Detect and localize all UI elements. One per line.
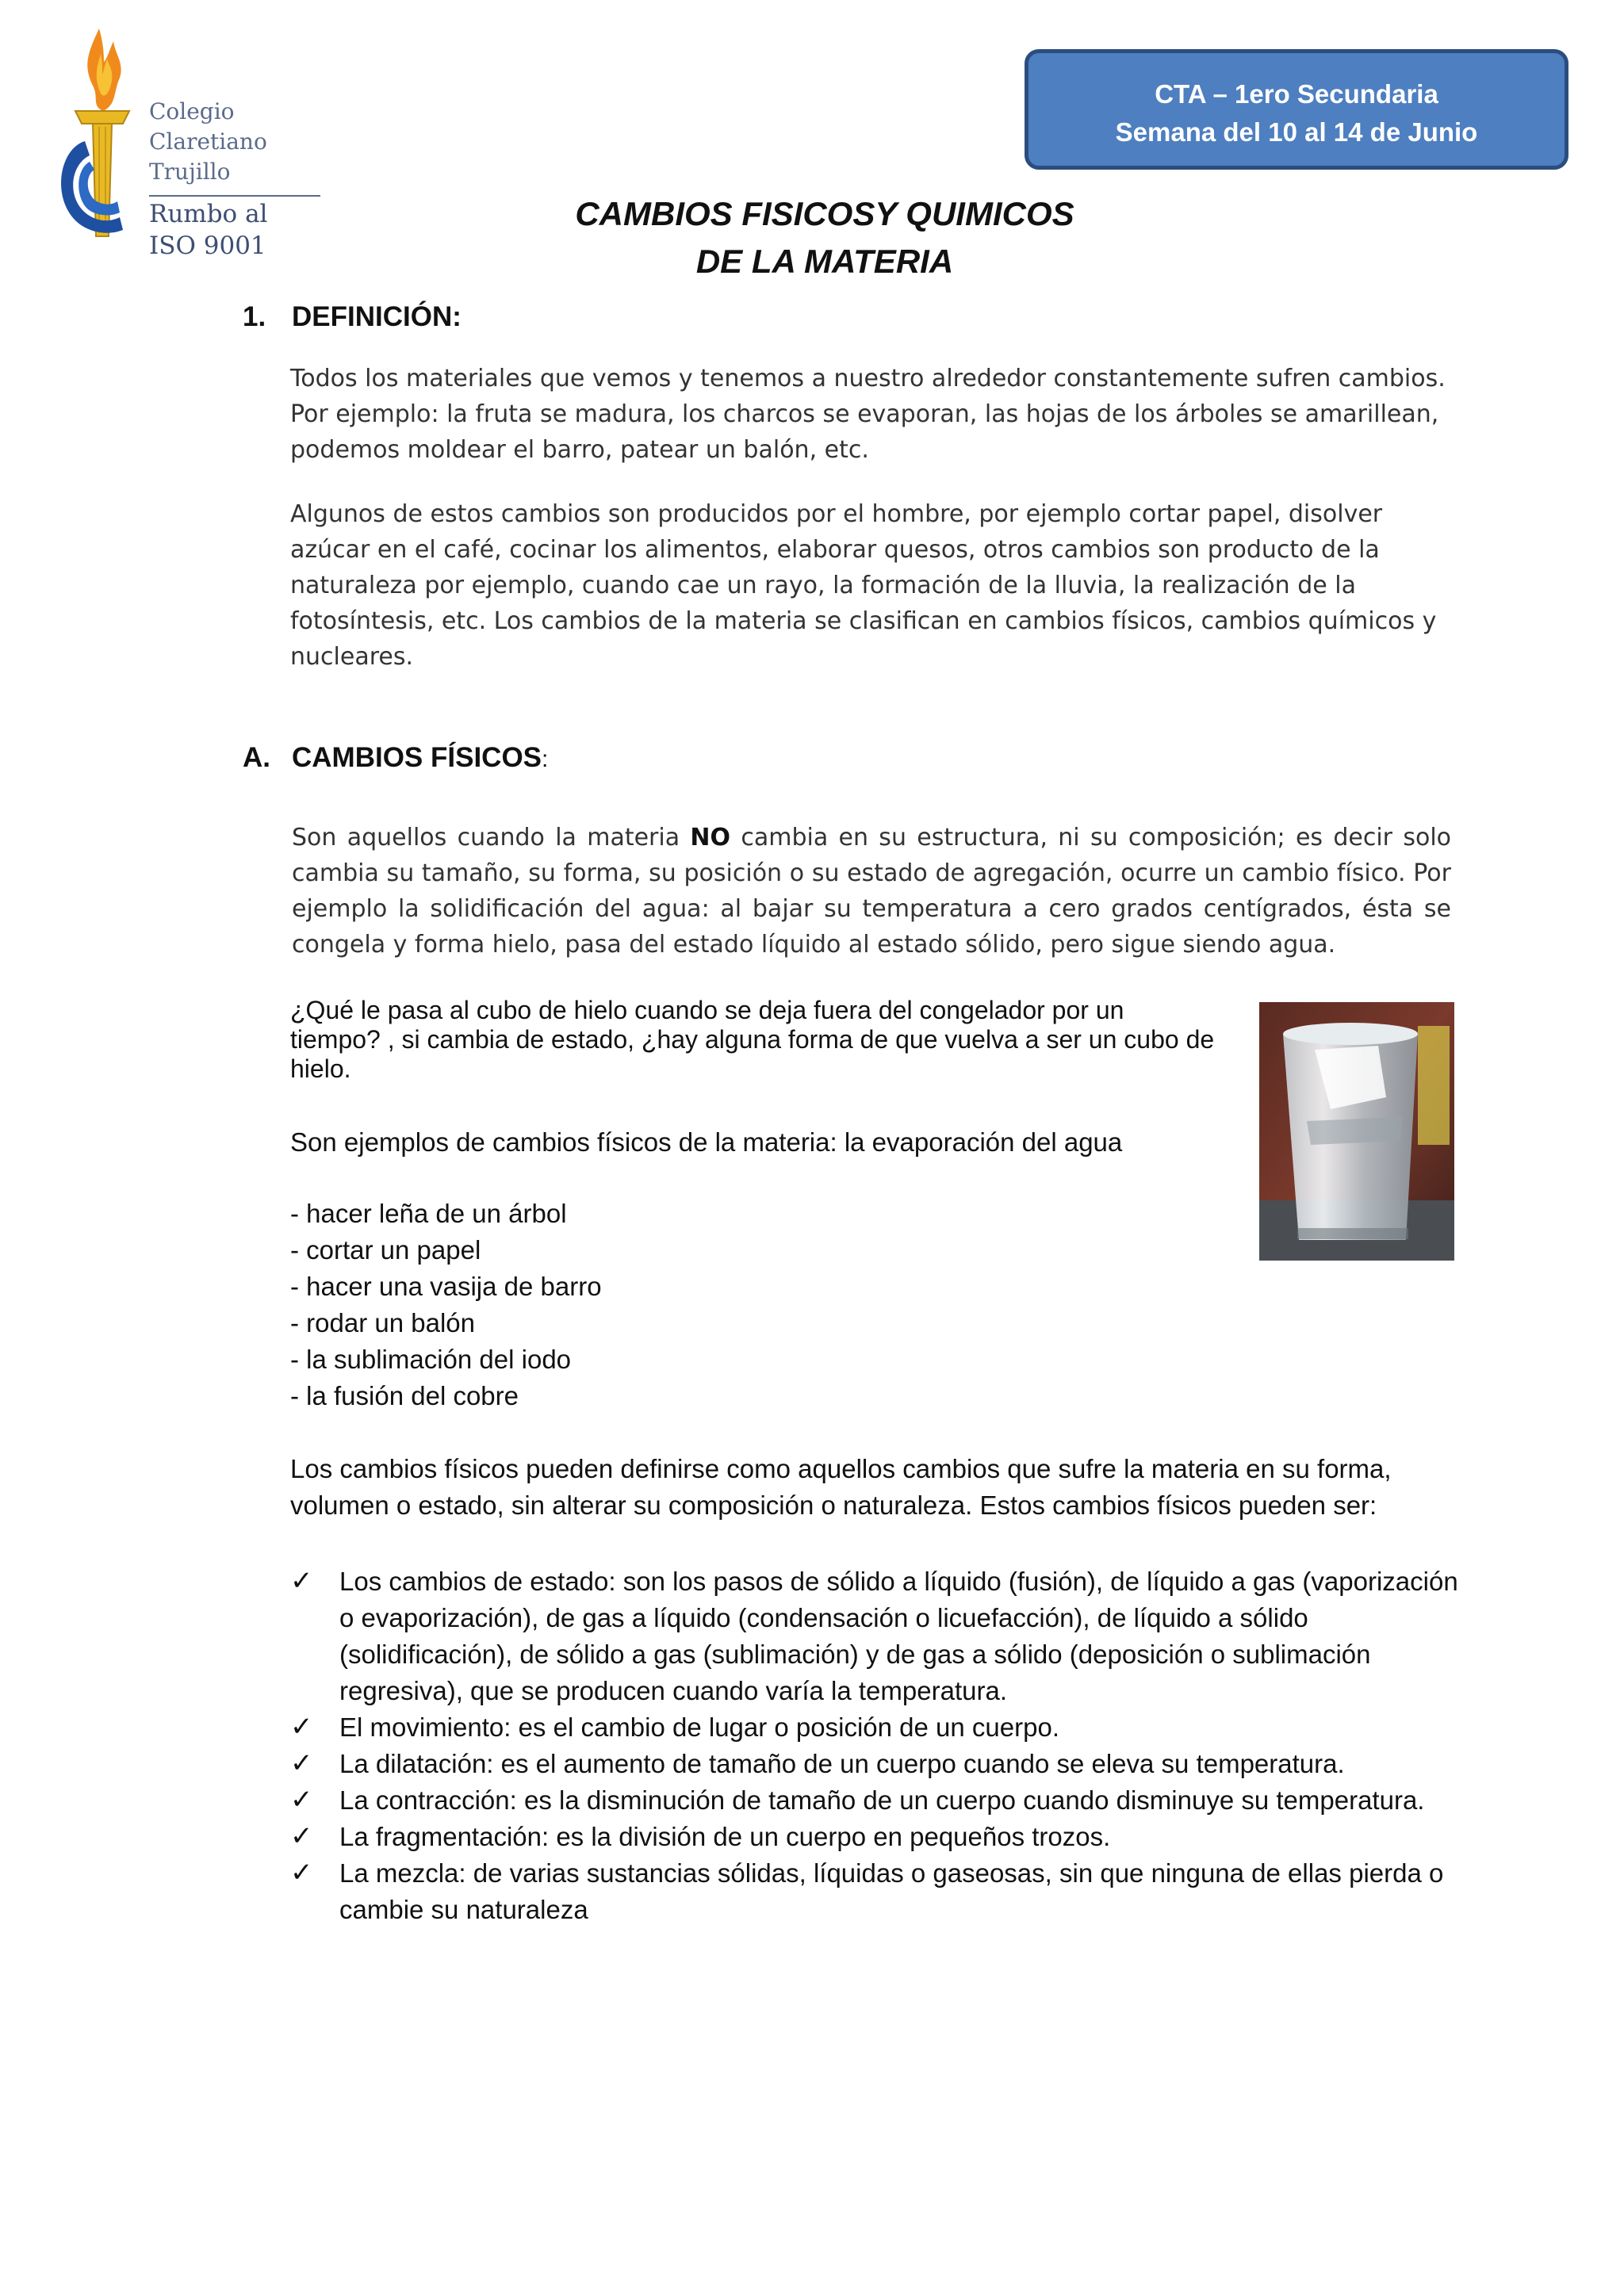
check-item-text: La mezcla: de varias sustancias sólidas, líquidas o gaseosas, sin que ninguna de ellas pierda o cambie su naturaleza	[339, 1858, 1444, 1924]
logo-line-trujillo: Trujillo	[149, 159, 231, 185]
section-heading-cambios-fisicos	[243, 742, 548, 774]
physical-change-paragraph	[292, 820, 1451, 962]
definition-paragraph-2: Algunos de estos cambios son producidos por el hombre, por ejemplo cortar papel, disolver azúcar en el café, cocinar los alimentos, elaborar quesos, otros cambios son producto de la naturaleza por ejemplo, cuando cae un rayo, la formación de la lluvia, la realización de la fotosíntesis, etc. Los cambios de la materia se clasifican en cambios físicos, cambios químicos y nucleares.	[290, 500, 1437, 671]
list-item: - rodar un balón	[290, 1308, 475, 1337]
section-heading-text: CAMBIOS FÍSICOS	[292, 742, 542, 773]
check-item-text: El movimiento: es el cambio de lugar o posición de un cuerpo.	[339, 1712, 1059, 1742]
ice-cube-question: ¿Qué le pasa al cubo de hielo cuando se deja fuera del congelador por un tiempo? , si cambia de estado, ¿hay alguna forma de que vuelva a ser un cubo de hielo.	[290, 996, 1215, 1083]
check-item	[290, 1709, 1464, 1746]
list-item: - la fusión del cobre	[290, 1381, 519, 1410]
course-name: CTA – 1ero Secundaria	[1155, 79, 1438, 109]
paragraph-text-start: Son aquellos cuando la materia	[292, 824, 691, 851]
week-range: Semana del 10 al 14 de Junio	[1115, 117, 1478, 147]
check-item	[290, 1819, 1464, 1855]
checkmark-icon: ✓	[290, 1712, 313, 1742]
paragraph-text-end: cambia en su estructura, ni su composición; es decir solo cambia su tamaño, su forma, su posición o su estado de agregación, ocurre un cambio físico. Por ejemplo la solidificación del agua: al bajar su temperatura a cero grados centígrados, ésta se congela y forma hielo, pasa del estado líquido al estado sólido, pero sigue siendo agua.	[292, 824, 1452, 959]
checkmark-icon: ✓	[290, 1566, 313, 1596]
emphasis-no: NO	[690, 824, 731, 851]
check-item	[290, 1563, 1464, 1709]
heading-colon: :	[542, 746, 549, 772]
physical-change-definition: Los cambios físicos pueden definirse como aquellos cambios que sufre la materia en su forma, volumen o estado, sin alterar su composición o naturaleza. Estos cambios físicos pueden ser:	[290, 1454, 1392, 1520]
logo-divider	[149, 195, 320, 197]
check-item-text: Los cambios de estado: son los pasos de sólido a líquido (fusión), de líquido a gas (vaporización o evaporización), de gas a líquido (condensación o licuefacción), de líquido a sólido (solidificación), de sólido a gas (sublimación) y de gas a sólido (deposición o sublimación regresiva), que se producen cuando varía la temperatura.	[339, 1567, 1458, 1705]
logo-line-colegio: Colegio	[149, 98, 235, 124]
checkmark-icon: ✓	[290, 1858, 313, 1888]
title-line-1: CAMBIOS FISICOSY QUIMICOS	[575, 195, 1074, 232]
section-heading-definicion	[243, 301, 462, 333]
physical-change-checklist	[290, 1563, 1464, 1928]
list-item: - hacer una vasija de barro	[290, 1272, 602, 1301]
checkmark-icon: ✓	[290, 1748, 313, 1778]
check-item	[290, 1746, 1464, 1782]
section-letter: A.	[243, 742, 270, 773]
list-item: - la sublimación del iodo	[290, 1345, 572, 1374]
definition-paragraph-1: Todos los materiales que vemos y tenemos a nuestro alrededor constantemente sufren cambios. Por ejemplo: la fruta se madura, los charcos se evaporan, las hojas de los árboles se amarillean, podemos moldear el barro, patear un balón, etc.	[290, 365, 1446, 464]
section-number: 1.	[243, 301, 266, 332]
check-item-text: La dilatación: es el aumento de tamaño de un cuerpo cuando se eleva su temperatura.	[339, 1749, 1345, 1778]
check-item	[290, 1855, 1464, 1928]
logo-line-iso: ISO 9001	[149, 232, 266, 260]
title-line-2: DE LA MATERIA	[695, 243, 954, 280]
examples-intro: Son ejemplos de cambios físicos de la materia: la evaporación del agua	[290, 1127, 1123, 1157]
logo-iso-motto	[149, 198, 267, 262]
logo-school-name	[149, 97, 267, 187]
list-item: - hacer leña de un árbol	[290, 1199, 567, 1228]
checkmark-icon: ✓	[290, 1785, 313, 1815]
logo-line-rumbo: Rumbo al	[149, 200, 268, 228]
course-header-box	[1025, 49, 1568, 170]
section-heading-text: DEFINICIÓN:	[292, 301, 462, 332]
checkmark-icon: ✓	[290, 1821, 313, 1851]
examples-list	[290, 1196, 602, 1414]
check-item	[290, 1782, 1464, 1819]
check-item-text: La fragmentación: es la división de un cuerpo en pequeños trozos.	[339, 1822, 1111, 1851]
page-title	[476, 190, 1174, 285]
check-item-text: La contracción: es la disminución de tamaño de un cuerpo cuando disminuye su temperatura.	[339, 1785, 1425, 1815]
list-item: - cortar un papel	[290, 1235, 481, 1265]
logo-line-claretiano: Claretiano	[149, 128, 267, 155]
